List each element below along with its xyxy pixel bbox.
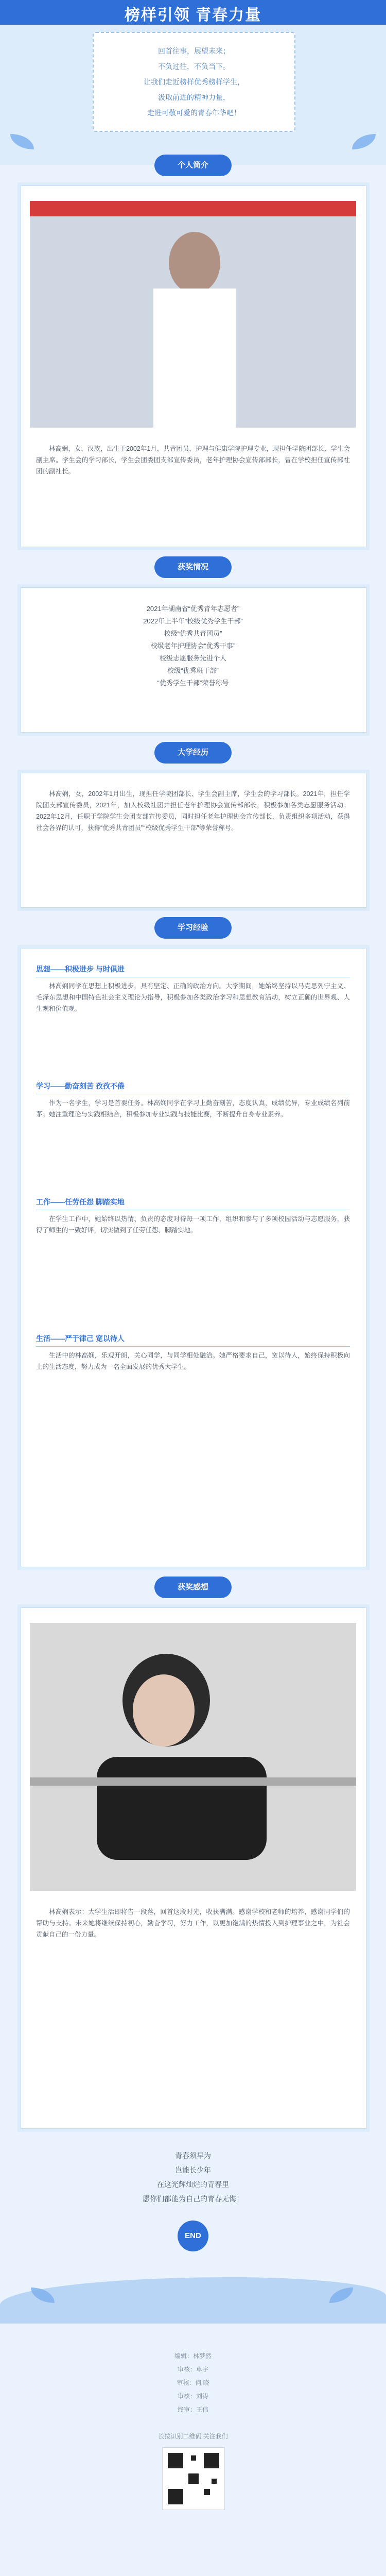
section-title-study: 大学经历 <box>154 742 232 764</box>
hero-line: 让我们走近榜样优秀榜样学生， <box>144 78 244 86</box>
closing-line: 在这光辉灿烂的青春里 <box>157 2180 229 2189</box>
study-paragraph: 林高娴，女，2002年1月出生，现担任学院团部长、学生会副主席，学生会的学习部长。2021年，担任学院团支部宣传委员，2021年，加入校级社团并担任老年护理协会宣传部部长，积极参加各类志愿服务活动；2022年12月，任职于学院学生会团支部宣传委员，同时担任老年护理协会宣传部长，负责组织多项活动，获得社会各界的认可，获得“优秀共青团员”“校级优秀学生干部”等荣誉称号。 <box>36 790 350 832</box>
honor-item: 校级“优秀班干部” <box>167 667 219 674</box>
section-title-message: 获奖感想 <box>154 1577 232 1598</box>
experience-heading: 学习——勤奋刻苦 孜孜不倦 <box>36 1080 350 1094</box>
profile-photo <box>30 201 356 428</box>
qr-hint: 长按识别二维码 关注我们 <box>158 2433 228 2440</box>
experience-paragraph: 林高娴同学在思想上积极进步，具有坚定、正确的政治方向。大学期间，她始终坚持以马克思列宁主义、毛泽东思想和中国特色社会主义理论为指导，积极参加各类政治学习和思想教育活动，树立正确的世界观、人生观和价值观。 <box>36 982 350 1012</box>
hero-header <box>0 0 386 165</box>
section-title-profile: 个人简介 <box>154 155 232 176</box>
honor-item: 2021年湖南省“优秀青年志愿者” <box>146 605 240 613</box>
leaf-decoration-icon <box>352 134 376 149</box>
hero-line: 不负过往，不负当下。 <box>158 62 230 71</box>
section-title-experience: 学习经验 <box>154 917 232 939</box>
credit-line: 审核：刘涛 <box>177 2393 208 2400</box>
honor-item: 校级志愿服务先进个人 <box>159 654 226 662</box>
study-text <box>36 788 350 838</box>
experience-paragraph: 生活中的林高娴，乐观开朗，关心同学，与同学相处融洽。她严格要求自己，宽以待人，始终保持积极向上的生活态度，努力成为一名全面发展的优秀大学生。 <box>36 1352 350 1370</box>
honor-item: 校级“优秀共青团员” <box>164 630 222 637</box>
section-title-honors: 获奖情况 <box>154 556 232 578</box>
leaf-decoration-icon <box>10 134 34 149</box>
hero-line: 走进可敬可爱的青春年华吧！ <box>147 109 241 117</box>
hero-banner <box>0 0 386 25</box>
message-paragraph: 林高娴表示：大学生活即将告一段落，回首这段时光，收获满满。感谢学校和老师的培养，感谢同学们的帮助与支持。未来她将继续保持初心，勤奋学习，努力工作，以更加饱满的热情投入到护理事业之中，为社会贡献自己的一份力量。 <box>36 1908 350 1938</box>
credit-line: 审核：卓宇 <box>177 2366 208 2373</box>
credit-line: 审核：何 晓 <box>177 2379 209 2386</box>
experience-text <box>36 963 350 1377</box>
message-photo <box>30 1623 356 1891</box>
experience-heading: 生活——严于律己 宽以待人 <box>36 1333 350 1347</box>
qr-code[interactable] <box>162 2447 225 2510</box>
closing-line: 愿你们都能为自己的青春无悔！ <box>143 2195 243 2203</box>
experience-paragraph: 作为一名学生，学习是首要任务。林高娴同学在学习上勤奋刻苦，态度认真，成绩优异，专业成绩名列前茅。她注重理论与实践相结合，积极参加专业实践与技能比赛，不断提升自身专业素养。 <box>36 1099 350 1118</box>
honor-item: 校级老年护理协会“优秀干事” <box>150 642 236 650</box>
hero-line: 回首往事，展望未来； <box>158 47 230 55</box>
experience-heading: 思想——积极进步 与时俱进 <box>36 963 350 977</box>
profile-paragraph: 林高娴，女，汉族，出生于2002年1月，共青团员，护理与健康学院护理专业，现担任学院团部长、学生会副主席。学生会的学习部长，学生会团委团支部宣传委员，老年护理协会宣传部部长，曾在学校担任宣传部社团的副社长。 <box>36 445 350 475</box>
closing-line: 岂能长少年 <box>175 2166 211 2174</box>
honor-item: 2022年上半年“校级优秀学生干部” <box>143 617 243 625</box>
wave-decoration <box>0 2277 386 2324</box>
honors-list <box>36 603 350 689</box>
hero-title: 榜样引领 青春力量 <box>124 7 262 24</box>
experience-heading: 工作——任劳任怨 脚踏实地 <box>36 1196 350 1210</box>
experience-paragraph: 在学生工作中，她始终以热情、负责的态度对待每一项工作，组织和参与了多项校园活动与志愿服务，获得了师生的一致好评，切实做到了任劳任怨、脚踏实地。 <box>36 1215 350 1234</box>
profile-text <box>36 443 350 481</box>
closing-line: 青春须早为 <box>175 2151 211 2160</box>
credit-line: 终审：王伟 <box>177 2406 208 2413</box>
message-text <box>36 1906 350 1944</box>
honor-item: “优秀学生干部”荣誉称号 <box>157 679 229 687</box>
hero-intro-card <box>93 32 295 132</box>
credits <box>0 2349 386 2416</box>
hero-line: 汲取前进的精神力量， <box>158 93 230 101</box>
end-badge: END <box>178 2221 208 2251</box>
closing-lines <box>0 2148 386 2206</box>
credit-line: 编辑：林梦然 <box>174 2352 212 2360</box>
